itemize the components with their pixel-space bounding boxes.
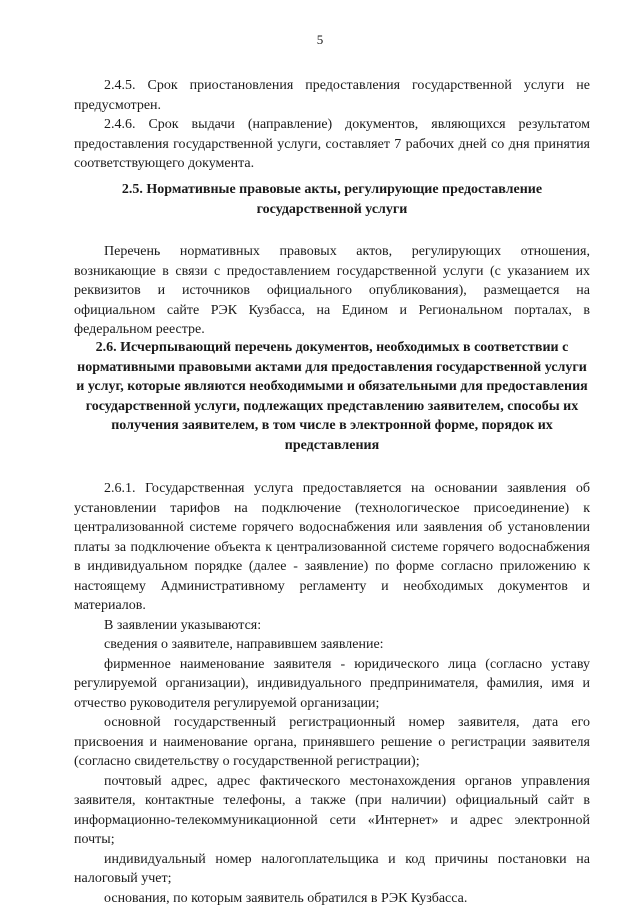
section-2-4 (74, 76, 590, 174)
paragraph-2-6-1: 2.6.1. Государственная услуга предоставляется на основании заявления об установлении тарифов на подключение (технологическое присоединение) к централизованной системе горячего водоснабжения или заявления об установлении платы за подключение объекта к централизованной системе горячего водоснабжения в индивидуальном порядке (далее - заявление) по форме согласно приложению к настоящему Административному регламенту и необходимых документов и материалов. (74, 479, 590, 616)
paragraph-company-name: фирменное наименование заявителя - юридического лица (согласно уставу регулируемой организации), индивидуального предпринимателя, фамилия, имя и отчество руководителя регулируемой организации; (74, 655, 590, 714)
section-2-6 (74, 338, 590, 908)
section-2-5 (74, 180, 590, 340)
paragraph-applicant-info: сведения о заявителе, направившем заявление: (74, 635, 590, 655)
paragraph-registration-number: основной государственный регистрационный номер заявителя, дата его присвоения и наименование органа, принявшего решение о регистрации заявителя (согласно свидетельству о государственной регистрации); (74, 713, 590, 772)
paragraph-2-5-body: Перечень нормативных правовых актов, регулирующих отношения, возникающие в связи с предоставлением государственной услуги (с указанием их реквизитов и источников официального опубликования), размещается на официальном сайте РЭК Кузбасса, на Едином и Региональном порталах, в федеральном реестре. (74, 242, 590, 340)
paragraph-2-4-5: 2.4.5. Срок приостановления предоставления государственной услуги не предусмотрен. (74, 76, 590, 115)
paragraph-address: почтовый адрес, адрес фактического местонахождения органов управления заявителя, контактные телефоны, а также (при наличии) официальный сайт в информационно-телекоммуникационной сети «Интернет» и адрес электронной почты; (74, 772, 590, 850)
section-2-6-body (74, 479, 590, 908)
paragraph-inn: индивидуальный номер налогоплательщика и код причины постановки на налоговый учет; (74, 850, 590, 889)
section-heading-2-5: 2.5. Нормативные правовые акты, регулирующие предоставление государственной услуги (74, 180, 590, 219)
paragraph-grounds: основания, по которым заявитель обратился в РЭК Кузбасса. (74, 889, 590, 908)
paragraph-2-4-6: 2.4.6. Срок выдачи (направление) документов, являющихся результатом предоставления государственной услуги, составляет 7 рабочих дней со дня принятия соответствующего документа. (74, 115, 590, 174)
page-number: 5 (0, 30, 640, 50)
paragraph-indicated: В заявлении указываются: (74, 616, 590, 636)
section-heading-2-6: 2.6. Исчерпывающий перечень документов, необходимых в соответствии с нормативными правовыми актами для предоставления государственной услуги и услуг, которые являются необходимыми и обязательными для предоставления государственной услуги, подлежащих представлению заявителем, способы их получения заявителем, в том числе в электронной форме, порядок их представления (74, 338, 590, 455)
